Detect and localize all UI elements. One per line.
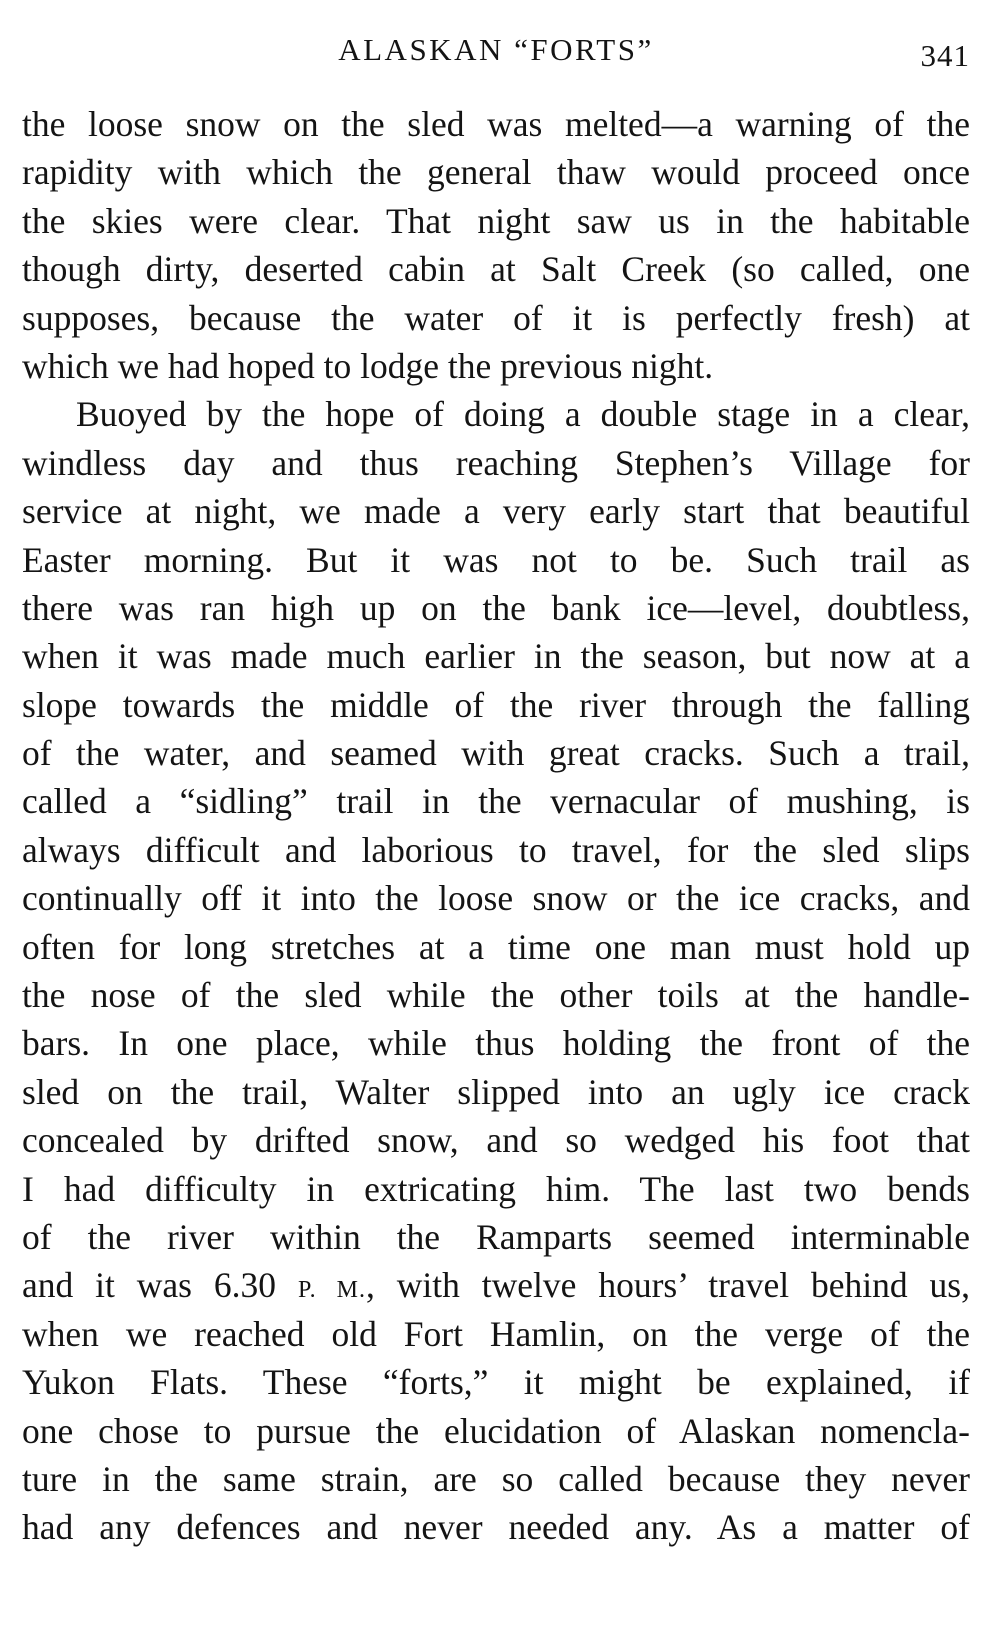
text-line: concealed by drifted snow, and so wedged his foot that: [22, 1120, 970, 1161]
text-line: sled on the trail, Walter slipped into an ugly ice crack: [22, 1071, 970, 1112]
text-line: rapidity with which the general thaw would proceed once: [22, 152, 970, 193]
text-line: ture in the same strain, are so called because they never: [22, 1458, 970, 1499]
text-line: I had difficulty in extricating him. The last two bends: [22, 1168, 970, 1209]
time-smallcaps: P. M.: [297, 1277, 366, 1304]
text-line: service at night, we made a very early start that beautiful: [22, 491, 970, 532]
text-line: slope towards the middle of the river through the falling: [22, 684, 970, 725]
text-line: had any defences and never needed any. As a matter of: [22, 1507, 970, 1548]
line-text-after: , with twelve hours’ travel behind us,: [366, 1265, 970, 1306]
text-line: windless day and thus reaching Stephen’s Village for: [22, 442, 970, 483]
text-line: there was ran high up on the bank ice—level, doubtless,: [22, 587, 970, 628]
paragraph-end-line: which we had hoped to lodge the previous night.: [22, 345, 714, 386]
text-line: often for long stretches at a time one man must hold up: [22, 926, 970, 967]
paragraph-start-line: Buoyed by the hope of doing a double stage in a clear,: [76, 394, 970, 435]
running-title: ALASKAN “FORTS”: [338, 32, 654, 67]
text-line: always difficult and laborious to travel, for the sled slips: [22, 829, 970, 870]
page-number: 341: [920, 38, 970, 73]
text-line: Yukon Flats. These “forts,” it might be explained, if: [22, 1362, 970, 1403]
text-line: when it was made much earlier in the season, but now at a: [22, 636, 970, 677]
text-line: the loose snow on the sled was melted—a warning of the: [22, 104, 970, 144]
text-line: when we reached old Fort Hamlin, on the verge of the: [22, 1313, 970, 1354]
body-text: [22, 100, 970, 1552]
running-head: [22, 28, 970, 78]
text-line: the nose of the sled while the other toils at the handle-: [22, 975, 970, 1016]
text-line: bars. In one place, while thus holding the front of the: [22, 1023, 970, 1064]
text-line: Easter morning. But it was not to be. Such trail as: [22, 539, 970, 580]
text-line: though dirty, deserted cabin at Salt Creek (so called, one: [22, 249, 970, 290]
text-line: called a “sidling” trail in the vernacular of mushing, is: [22, 781, 970, 822]
line-text-before: and it was 6.30: [22, 1265, 298, 1306]
text-line: continually off it into the loose snow or the ice cracks, and: [22, 878, 970, 919]
text-line: the skies were clear. That night saw us in the habitable: [22, 200, 970, 241]
text-line: one chose to pursue the elucidation of Alaskan nomencla-: [22, 1410, 970, 1451]
text-line: of the river within the Ramparts seemed interminable: [22, 1216, 970, 1257]
text-line-with-time: [22, 1261, 970, 1309]
text-line: of the water, and seamed with great cracks. Such a trail,: [22, 733, 970, 774]
text-line: supposes, because the water of it is perfectly fresh) at: [22, 297, 970, 338]
